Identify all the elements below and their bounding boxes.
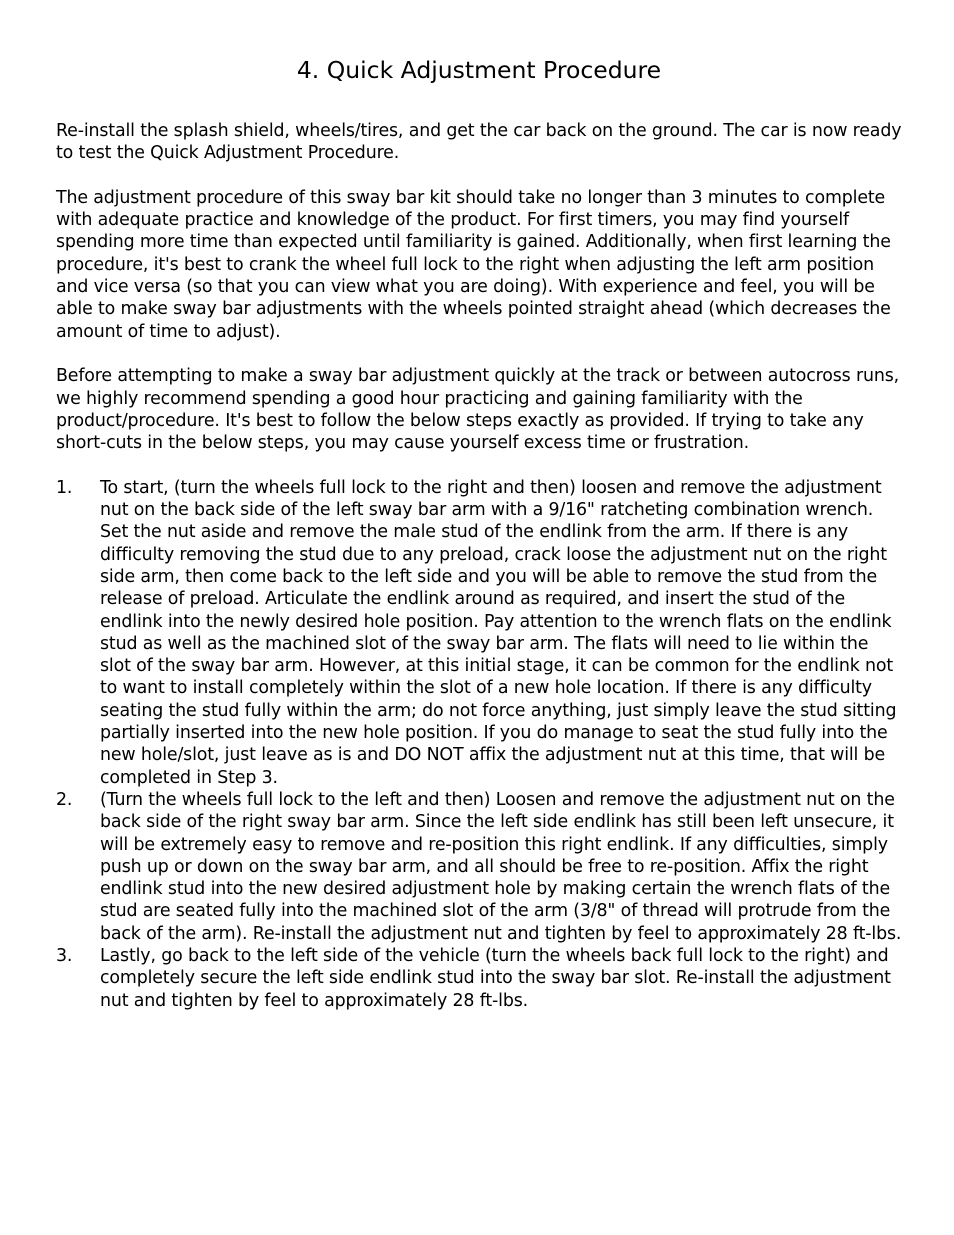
step-text: To start, (turn the wheels full lock to the right and then) loosen and remove the adjustment nut on the back side of the left sway bar arm with a 9/16" ratcheting combination wrench. Set the nut aside and remove the male stud of the endlink from the arm. If there is any difficulty removing the stud due to any preload, crack loose the adjustment nut on the right side arm, then come back to the left side and you will be able to remove the stud from the release of preload. Articulate the endlink around as required, and insert the stud of the endlink into the newly desired hole position. Pay attention to the wrench flats on the endlink stud as well as the machined slot of the sway bar arm. The flats will need to lie within the slot of the sway bar arm. However, at this initial stage, it can be common for the endlink not to want to install completely within the slot of a new hole location. If there is any difficulty seating the stud fully within the arm; do not force anything, just simply leave the stud sitting partially inserted into the new hole position. If you do manage to seat the stud fully into the new hole/slot, just leave as is and DO NOT affix the adjustment nut at this time, that will be completed in Step 3. [100, 477, 897, 788]
step-text: Lastly, go back to the left side of the vehicle (turn the wheels back full lock to the right) and completely secure the left side endlink stud into the sway bar slot. Re-install the adjustment nut and tighten by feel to approximately 28 ft-lbs. [100, 945, 891, 1011]
document-page [56, 56, 902, 1012]
step-item-2 [56, 789, 902, 945]
practice-recommendation-paragraph: Before attempting to make a sway bar adjustment quickly at the track or between autocross runs, we highly recommend spending a good hour practicing and gaining familiarity with the product/procedure. It's best to follow the below steps exactly as provided. If trying to take any short-cuts in the below steps, you may cause yourself excess time or frustration. [56, 366, 899, 454]
page-title: 4. Quick Adjustment Procedure [296, 56, 662, 84]
intro-paragraph: Re-install the splash shield, wheels/tires, and get the car back on the ground. The car is now ready to test the Quick Adjustment Procedure. [56, 121, 902, 164]
steps-list [56, 477, 902, 1012]
step-item-3 [56, 945, 902, 1012]
procedure-duration-paragraph: The adjustment procedure of this sway bar kit should take no longer than 3 minutes to complete with adequate practice and knowledge of the product. For first timers, you may find yourself spending more time than expected until familiarity is gained. Additionally, when first learning the procedure, it's best to crank the wheel full lock to the right when adjusting the left arm position and vice versa (so that you can view what you are doing). With experience and feel, you will be able to make sway bar adjustments with the wheels pointed straight ahead (which decreases the amount of time to adjust). [56, 187, 891, 342]
step-text: (Turn the wheels full lock to the left and then) Loosen and remove the adjustment nut on the back side of the right sway bar arm. Since the left side endlink has still been left unsecure, it will be extremely easy to remove and re-position this right endlink. If any difficulties, simply push up or down on the sway bar arm, and all should be free to re-position. Affix the right endlink stud into the new desired adjustment hole by making certain the wrench flats of the stud are seated fully into the machined slot of the arm (3/8" of thread will protrude from the back of the arm). Re-install the adjustment nut and tighten by feel to approximately 28 ft-lbs. [100, 789, 902, 944]
step-number: 3. [56, 945, 73, 966]
step-item-1 [56, 477, 902, 789]
step-number: 1. [56, 477, 73, 498]
step-number: 2. [56, 789, 73, 810]
